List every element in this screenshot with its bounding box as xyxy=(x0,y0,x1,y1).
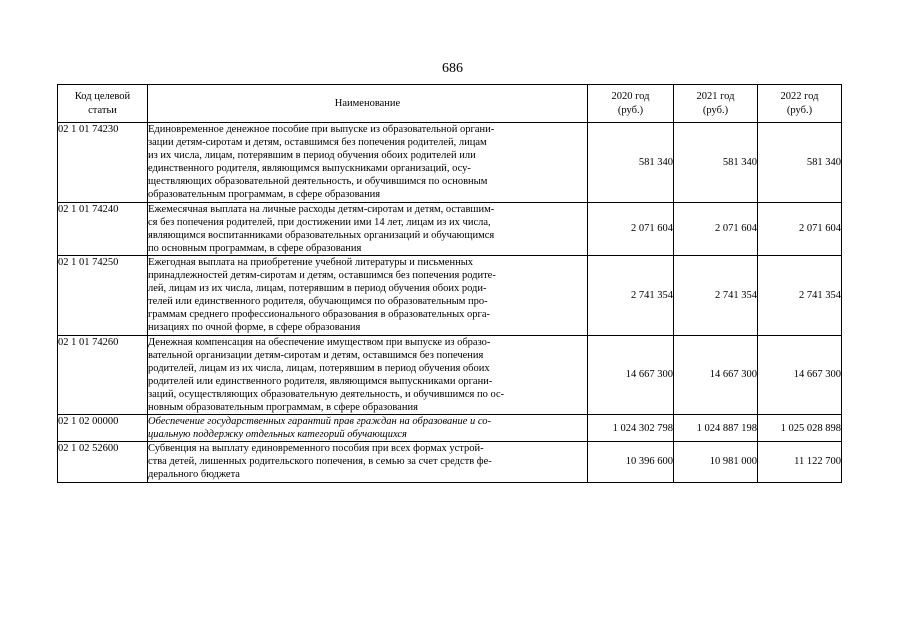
header-name: Наименование xyxy=(148,85,588,123)
amount-2020-cell: 1 024 302 798 xyxy=(588,415,674,442)
amount-2021-cell: 10 981 000 xyxy=(674,442,758,482)
item-name-line: ся без попечения родителей, при достижении ими 14 лет, лицам из их числа, xyxy=(148,216,491,228)
table-row xyxy=(58,202,842,255)
item-name-line: Ежемесячная выплата на личные расходы детям-сиротам и детям, оставшим- xyxy=(148,203,495,215)
target-code-cell: 02 1 01 74250 xyxy=(58,255,148,335)
item-name-cell xyxy=(148,442,588,482)
amount-2020-cell: 14 667 300 xyxy=(588,335,674,415)
item-name-line: вательной организации детям-сиротам и детям, оставшимся без попечения xyxy=(148,349,484,361)
item-name-line: принадлежностей детям-сиротам и детям, оставшимся без попечения родите- xyxy=(148,270,496,282)
item-name-cell xyxy=(148,123,588,203)
item-name-line: заций, осуществляющих образовательную деятельность, и обучившимся по ос- xyxy=(148,388,505,400)
target-code-cell: 02 1 01 74230 xyxy=(58,123,148,203)
amount-2021-cell: 581 340 xyxy=(674,123,758,203)
header-2020: 2020 год (руб.) xyxy=(588,85,674,123)
item-name-line: зации детям-сиротам и детям, оставшимся без попечения родителей, лицам xyxy=(148,137,487,149)
target-code-cell: 02 1 02 52600 xyxy=(58,442,148,482)
header-2021: 2021 год (руб.) xyxy=(674,85,758,123)
amount-2020-cell: 2 071 604 xyxy=(588,202,674,255)
amount-2022-cell: 1 025 028 898 xyxy=(758,415,842,442)
amount-2021-cell: 2 741 354 xyxy=(674,255,758,335)
item-name-line: родителей или единственного родителя, являющимся выпускниками органи- xyxy=(148,375,493,387)
item-name-line: граммам среднего профессионального образования в образовательных орга- xyxy=(148,309,490,321)
item-name-line: низациях по очной форме, в сфере образования xyxy=(148,322,361,334)
item-name-line: циальную поддержку отдельных категорий обучающихся xyxy=(148,429,407,441)
amount-2022-cell: 2 071 604 xyxy=(758,202,842,255)
amount-2020-cell: 2 741 354 xyxy=(588,255,674,335)
item-name-line: Ежегодная выплата на приобретение учебной литературы и письменных xyxy=(148,256,473,268)
amount-2022-cell: 11 122 700 xyxy=(758,442,842,482)
item-name-cell xyxy=(148,255,588,335)
item-name-line: образовательным программам, в сфере образования xyxy=(148,189,381,201)
amount-2020-cell: 10 396 600 xyxy=(588,442,674,482)
item-name-cell xyxy=(148,335,588,415)
item-name-line: телей или единственного родителя, обучающимся по образовательным про- xyxy=(148,296,488,308)
table-row xyxy=(58,335,842,415)
table-row xyxy=(58,415,842,442)
page-number: 686 xyxy=(442,61,463,76)
item-name-cell xyxy=(148,415,588,442)
item-name-line: Единовременное денежное пособие при выпуске из образовательной органи- xyxy=(148,124,495,135)
item-name-line: лей, лицам из их числа, лицам, потерявшим в период обучения обоих роди- xyxy=(148,283,487,295)
item-name-line: дерального бюджета xyxy=(148,469,240,481)
item-name-cell xyxy=(148,202,588,255)
amount-2022-cell: 14 667 300 xyxy=(758,335,842,415)
item-name-line: единственного родителя, являющимся выпускниками организаций, осу- xyxy=(148,163,471,175)
target-code-cell: 02 1 01 74240 xyxy=(58,202,148,255)
amount-2020-cell: 581 340 xyxy=(588,123,674,203)
item-name-line: из их числа, лицам, потерявшим в период обучения обоих родителей или xyxy=(148,150,476,162)
table-header-row xyxy=(58,85,842,123)
header-2022: 2022 год (руб.) xyxy=(758,85,842,123)
table-row xyxy=(58,255,842,335)
target-code-cell: 02 1 02 00000 xyxy=(58,415,148,442)
item-name-line: ства детей, лишенных родительского попечения, в семью за счет средств фе- xyxy=(148,456,492,468)
item-name-line: Денежная компенсация на обеспечение имуществом при выпуске из образо- xyxy=(148,336,491,348)
amount-2021-cell: 2 071 604 xyxy=(674,202,758,255)
table-row xyxy=(58,123,842,203)
item-name-line: новным образовательным программам, в сфере образования xyxy=(148,401,418,413)
item-name-line: по основным программам, в сфере образования xyxy=(148,242,362,254)
amount-2021-cell: 1 024 887 198 xyxy=(674,415,758,442)
header-code: Код целевой статьи xyxy=(58,85,148,123)
item-name-line: являющимся воспитанниками образовательных организаций и обучающимся xyxy=(148,229,495,241)
amount-2021-cell: 14 667 300 xyxy=(674,335,758,415)
item-name-line: Обеспечение государственных гарантий прав граждан на образование и со- xyxy=(148,416,492,428)
item-name-line: родителей, лицам из их числа, лицам, потерявшим в период обучения обоих xyxy=(148,362,490,374)
amount-2022-cell: 2 741 354 xyxy=(758,255,842,335)
amount-2022-cell: 581 340 xyxy=(758,123,842,203)
table-body xyxy=(58,123,842,483)
budget-table xyxy=(57,84,842,483)
table-row xyxy=(58,442,842,482)
item-name-line: Субвенция на выплату единовременного пособия при всех формах устрой- xyxy=(148,443,484,455)
item-name-line: ществляющих образовательной деятельность, и обучившимся по основным xyxy=(148,176,488,188)
target-code-cell: 02 1 01 74260 xyxy=(58,335,148,415)
